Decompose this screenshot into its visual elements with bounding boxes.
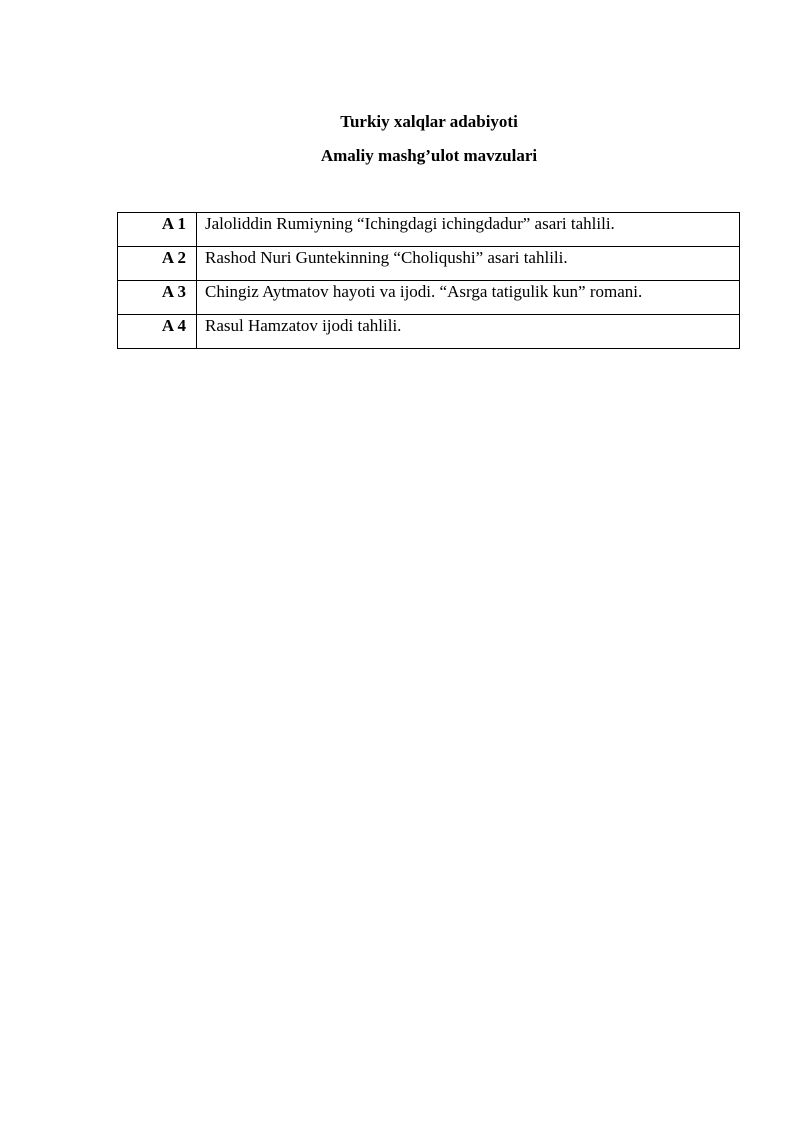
topics-table <box>117 212 740 349</box>
topic-text: Chingiz Aytmatov hayoti va ijodi. “Asrga tatigulik kun” romani. <box>197 281 740 315</box>
table-row <box>118 281 740 315</box>
topic-text: Rashod Nuri Guntekinning “Choliqushi” asari tahlili. <box>197 247 740 281</box>
topic-code: A 3 <box>118 281 197 315</box>
topic-text: Rasul Hamzatov ijodi tahlili. <box>197 315 740 349</box>
topic-code: A 1 <box>118 213 197 247</box>
document-subtitle: Amaliy mashg’ulot mavzulari <box>320 146 538 165</box>
table-row <box>118 247 740 281</box>
topic-code: A 2 <box>118 247 197 281</box>
table-row <box>118 315 740 349</box>
document-title: Turkiy xalqlar adabiyoti <box>340 112 518 131</box>
topic-code: A 4 <box>118 315 197 349</box>
topic-text: Jaloliddin Rumiyning “Ichingdagi ichingdadur” asari tahlili. <box>197 213 740 247</box>
table-row <box>118 213 740 247</box>
